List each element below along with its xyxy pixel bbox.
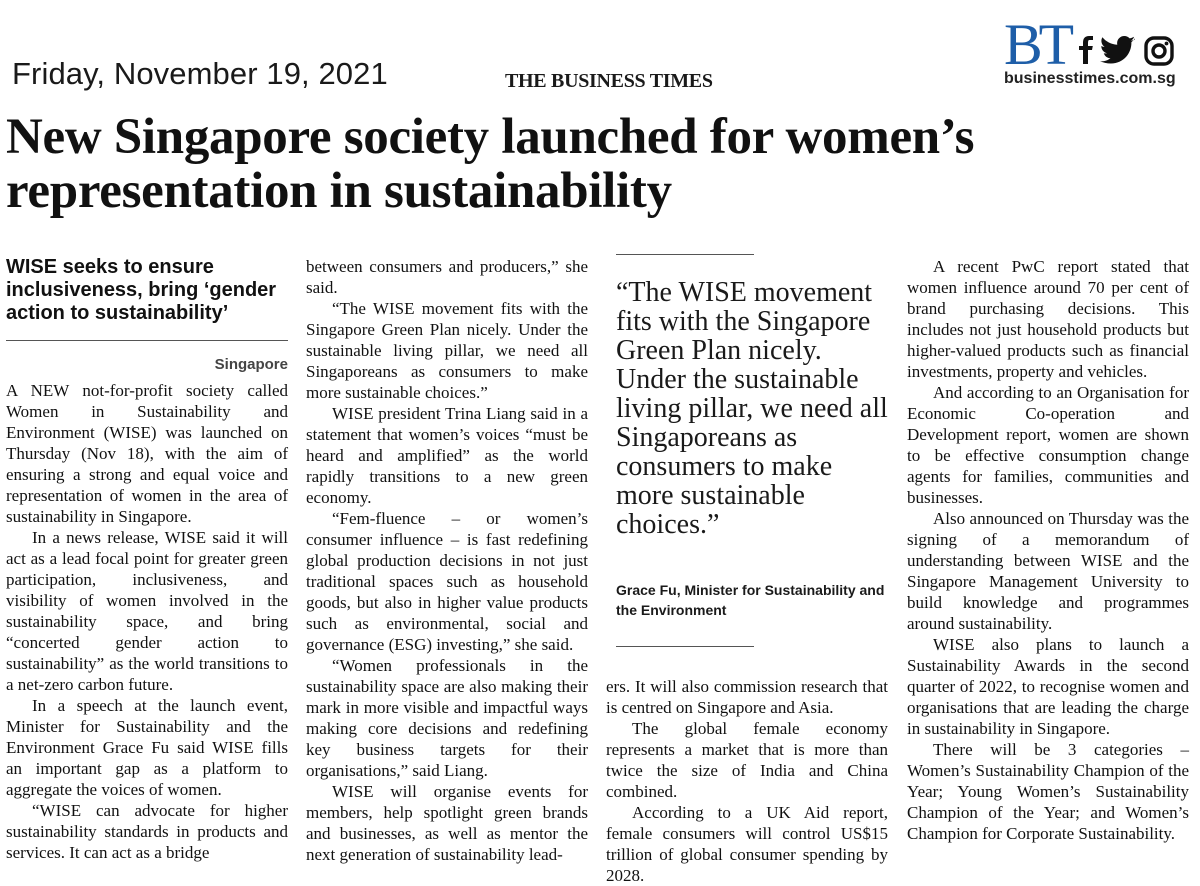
paragraph: In a speech at the launch event, Minister for Sustainability and the Environment Grace Fu said WISE fills an important gap as a platform to aggregate the voices of women.	[6, 696, 288, 799]
bt-logo: BT	[1004, 12, 1071, 77]
subheadline: WISE seeks to ensure inclusiveness, bring ‘gender action to sustainability’	[6, 256, 277, 324]
article-column-3	[606, 676, 888, 886]
paragraph: “Fem-fluence – or women’s consumer influence – is fast redefining global production decisions in not just traditional spaces such as household goods, but also in higher value products such as environmental, social and governance (ESG) investing,” she said.	[306, 509, 588, 654]
paragraph: between consumers and producers,” she said.	[306, 257, 588, 297]
article-column-2	[306, 256, 588, 865]
brand-block	[1004, 14, 1200, 94]
paragraph: A NEW not-for-profit society called Women in Sustainability and Environment (WISE) was launched on Thursday (Nov 18), with the aim of ensuring a strong and equal voice and representation of women in the area of sustainability in Singapore.	[6, 381, 288, 526]
pull-quote-bottom-rule	[616, 646, 754, 647]
paragraph: ers. It will also commission research that is centred on Singapore and Asia.	[606, 677, 888, 717]
paragraph: There will be 3 categories – Women’s Sustainability Champion of the Year; Young Women’s Sustainability Champion of the Year; and Women’s Champion for Corporate Sustainability.	[907, 740, 1189, 843]
dateline: Singapore	[214, 356, 288, 373]
paragraph: A recent PwC report stated that women influence around 70 per cent of brand purchasing decisions. This includes not just household products but higher-valued products such as financial investments, property and vehicles.	[907, 257, 1189, 381]
pull-quote: “The WISE movement fits with the Singapore Green Plan nicely. Under the sustainable living pillar, we need all Singaporeans as consumers to make more sustainable choices.”	[616, 277, 888, 540]
website-url[interactable]: businesstimes.com.sg	[1004, 70, 1176, 87]
issue-date: Friday, November 19, 2021	[12, 56, 388, 91]
paragraph: “The WISE movement fits with the Singapore Green Plan nicely. Under the sustainable living pillar, we need all Singaporeans as consumers to make more sustainable choices.”	[306, 299, 588, 402]
paragraph: The global female economy represents a market that is more than twice the size of India and China combined.	[606, 719, 888, 801]
headline: New Singapore society launched for women’s representation in sustainability	[6, 109, 975, 219]
twitter-icon[interactable]	[1100, 36, 1136, 64]
paragraph: WISE also plans to launch a Sustainability Awards in the second quarter of 2022, to recognise women and organisations that are leading the charge in sustainability in Singapore.	[907, 635, 1189, 738]
article-column-4	[907, 256, 1189, 844]
paragraph: And according to an Organisation for Economic Co-operation and Development report, women are shown to be effective consumption change agents for families, communities and businesses.	[907, 383, 1189, 507]
paragraph: WISE president Trina Liang said in a statement that women’s voices “must be heard and amplified” as the world rapidly transitions to a new green economy.	[306, 404, 588, 507]
paragraph: According to a UK Aid report, female consumers will control US$15 trillion of global consumer spending by 2028.	[606, 803, 888, 885]
paragraph: WISE will organise events for members, help spotlight green brands and businesses, as well as mentor the next generation of sustainability lead-	[306, 782, 588, 864]
masthead: THE BUSINESS TIMES	[505, 70, 713, 92]
article-column-1	[6, 380, 288, 863]
instagram-icon[interactable]	[1144, 36, 1174, 66]
paragraph: In a news release, WISE said it will act as a lead focal point for greater green participation, inclusiveness, and visibility of women involved in the sustainability space, and bring “concerted gender action to sustainability” as the world transitions to a net-zero carbon future.	[6, 528, 288, 694]
facebook-icon[interactable]	[1076, 36, 1096, 64]
paragraph: “Women professionals in the sustainability space are also making their mark in more visible and impactful ways making core decisions and redefining key business targets for their organisations,” said Liang.	[306, 656, 588, 780]
paragraph: Also announced on Thursday was the signing of a memorandum of understanding between WISE and the Singapore Management University to build knowledge and programmes around sustainability.	[907, 509, 1189, 633]
subhead-divider	[6, 340, 288, 341]
pull-quote-top-rule	[616, 254, 754, 255]
pull-quote-attribution: Grace Fu, Minister for Sustainability and the Environment	[616, 582, 885, 618]
paragraph: “WISE can advocate for higher sustainability standards in products and services. It can act as a bridge	[6, 801, 288, 862]
